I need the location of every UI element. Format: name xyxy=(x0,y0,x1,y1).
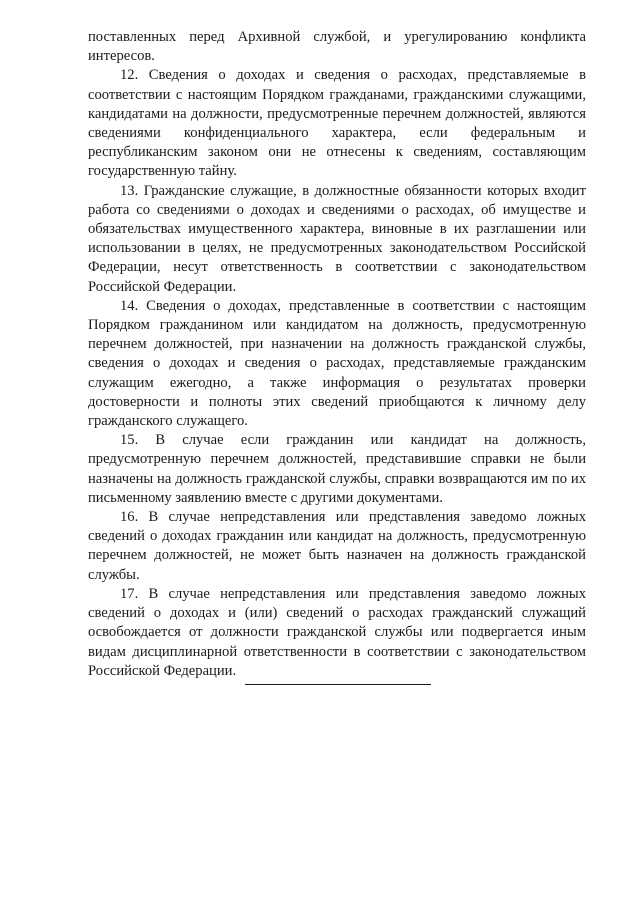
paragraph-13: 13. Гражданские служащие, в должностные обязанности которых входит работа со сведениями о доходах и сведениями о расходах, об имуществе и обязательствах имущественного характера, виновные в их разглашении или использовании в целях, не предусмотренных законодательством Российской Федерации, несут ответственность в соответствии с законодательством Российской Федерации. xyxy=(88,182,586,295)
paragraph-14: 14. Сведения о доходах, представленные в соответствии с настоящим Порядком гражданином или кандидатом на должность, предусмотренную перечнем должностей, при назначении на должность гражданской службы, сведения о доходах и сведения о расходах, представляемые гражданским служащим ежегодно, а также информация о результатах проверки достоверности и полноты этих сведений приобщаются к личному делу гражданского служащего. xyxy=(88,297,586,430)
paragraph-12: 12. Сведения о доходах и сведения о расходах, представляемые в соответствии с настоящим Порядком гражданами, гражданскими служащими, кандидатами на должности, предусмотренные перечнем должностей, являются сведениями конфиденциального характера, если федеральным и республиканским законом они не отнесены к сведениям, составляющим государственную тайну. xyxy=(88,67,586,180)
end-separator-line xyxy=(245,684,431,685)
paragraph-continuation: поставленных перед Архивной службой, и урегулированию конфликта интересов. xyxy=(88,29,586,65)
document-page xyxy=(88,28,586,681)
paragraph-16: 16. В случае непредставления или представления заведомо ложных сведений о доходах гражданин или кандидат на должность, предусмотренную перечнем должностей, не может быть назначен на должность гражданской службы. xyxy=(88,509,586,583)
paragraph-17: 17. В случае непредставления или представления заведомо ложных сведений о доходах и (или) сведений о расходах гражданский служащий освобождается от должности гражданской службы или подвергается иным видам дисциплинарной ответственности в соответствии с законодательством Российской Федерации. xyxy=(88,585,586,679)
paragraph-15: 15. В случае если гражданин или кандидат на должность, предусмотренную перечнем должностей, представившие справки не были назначены на должность гражданской службы, справки возвращаются им по их письменному заявлению вместе с другими документами. xyxy=(88,432,586,506)
